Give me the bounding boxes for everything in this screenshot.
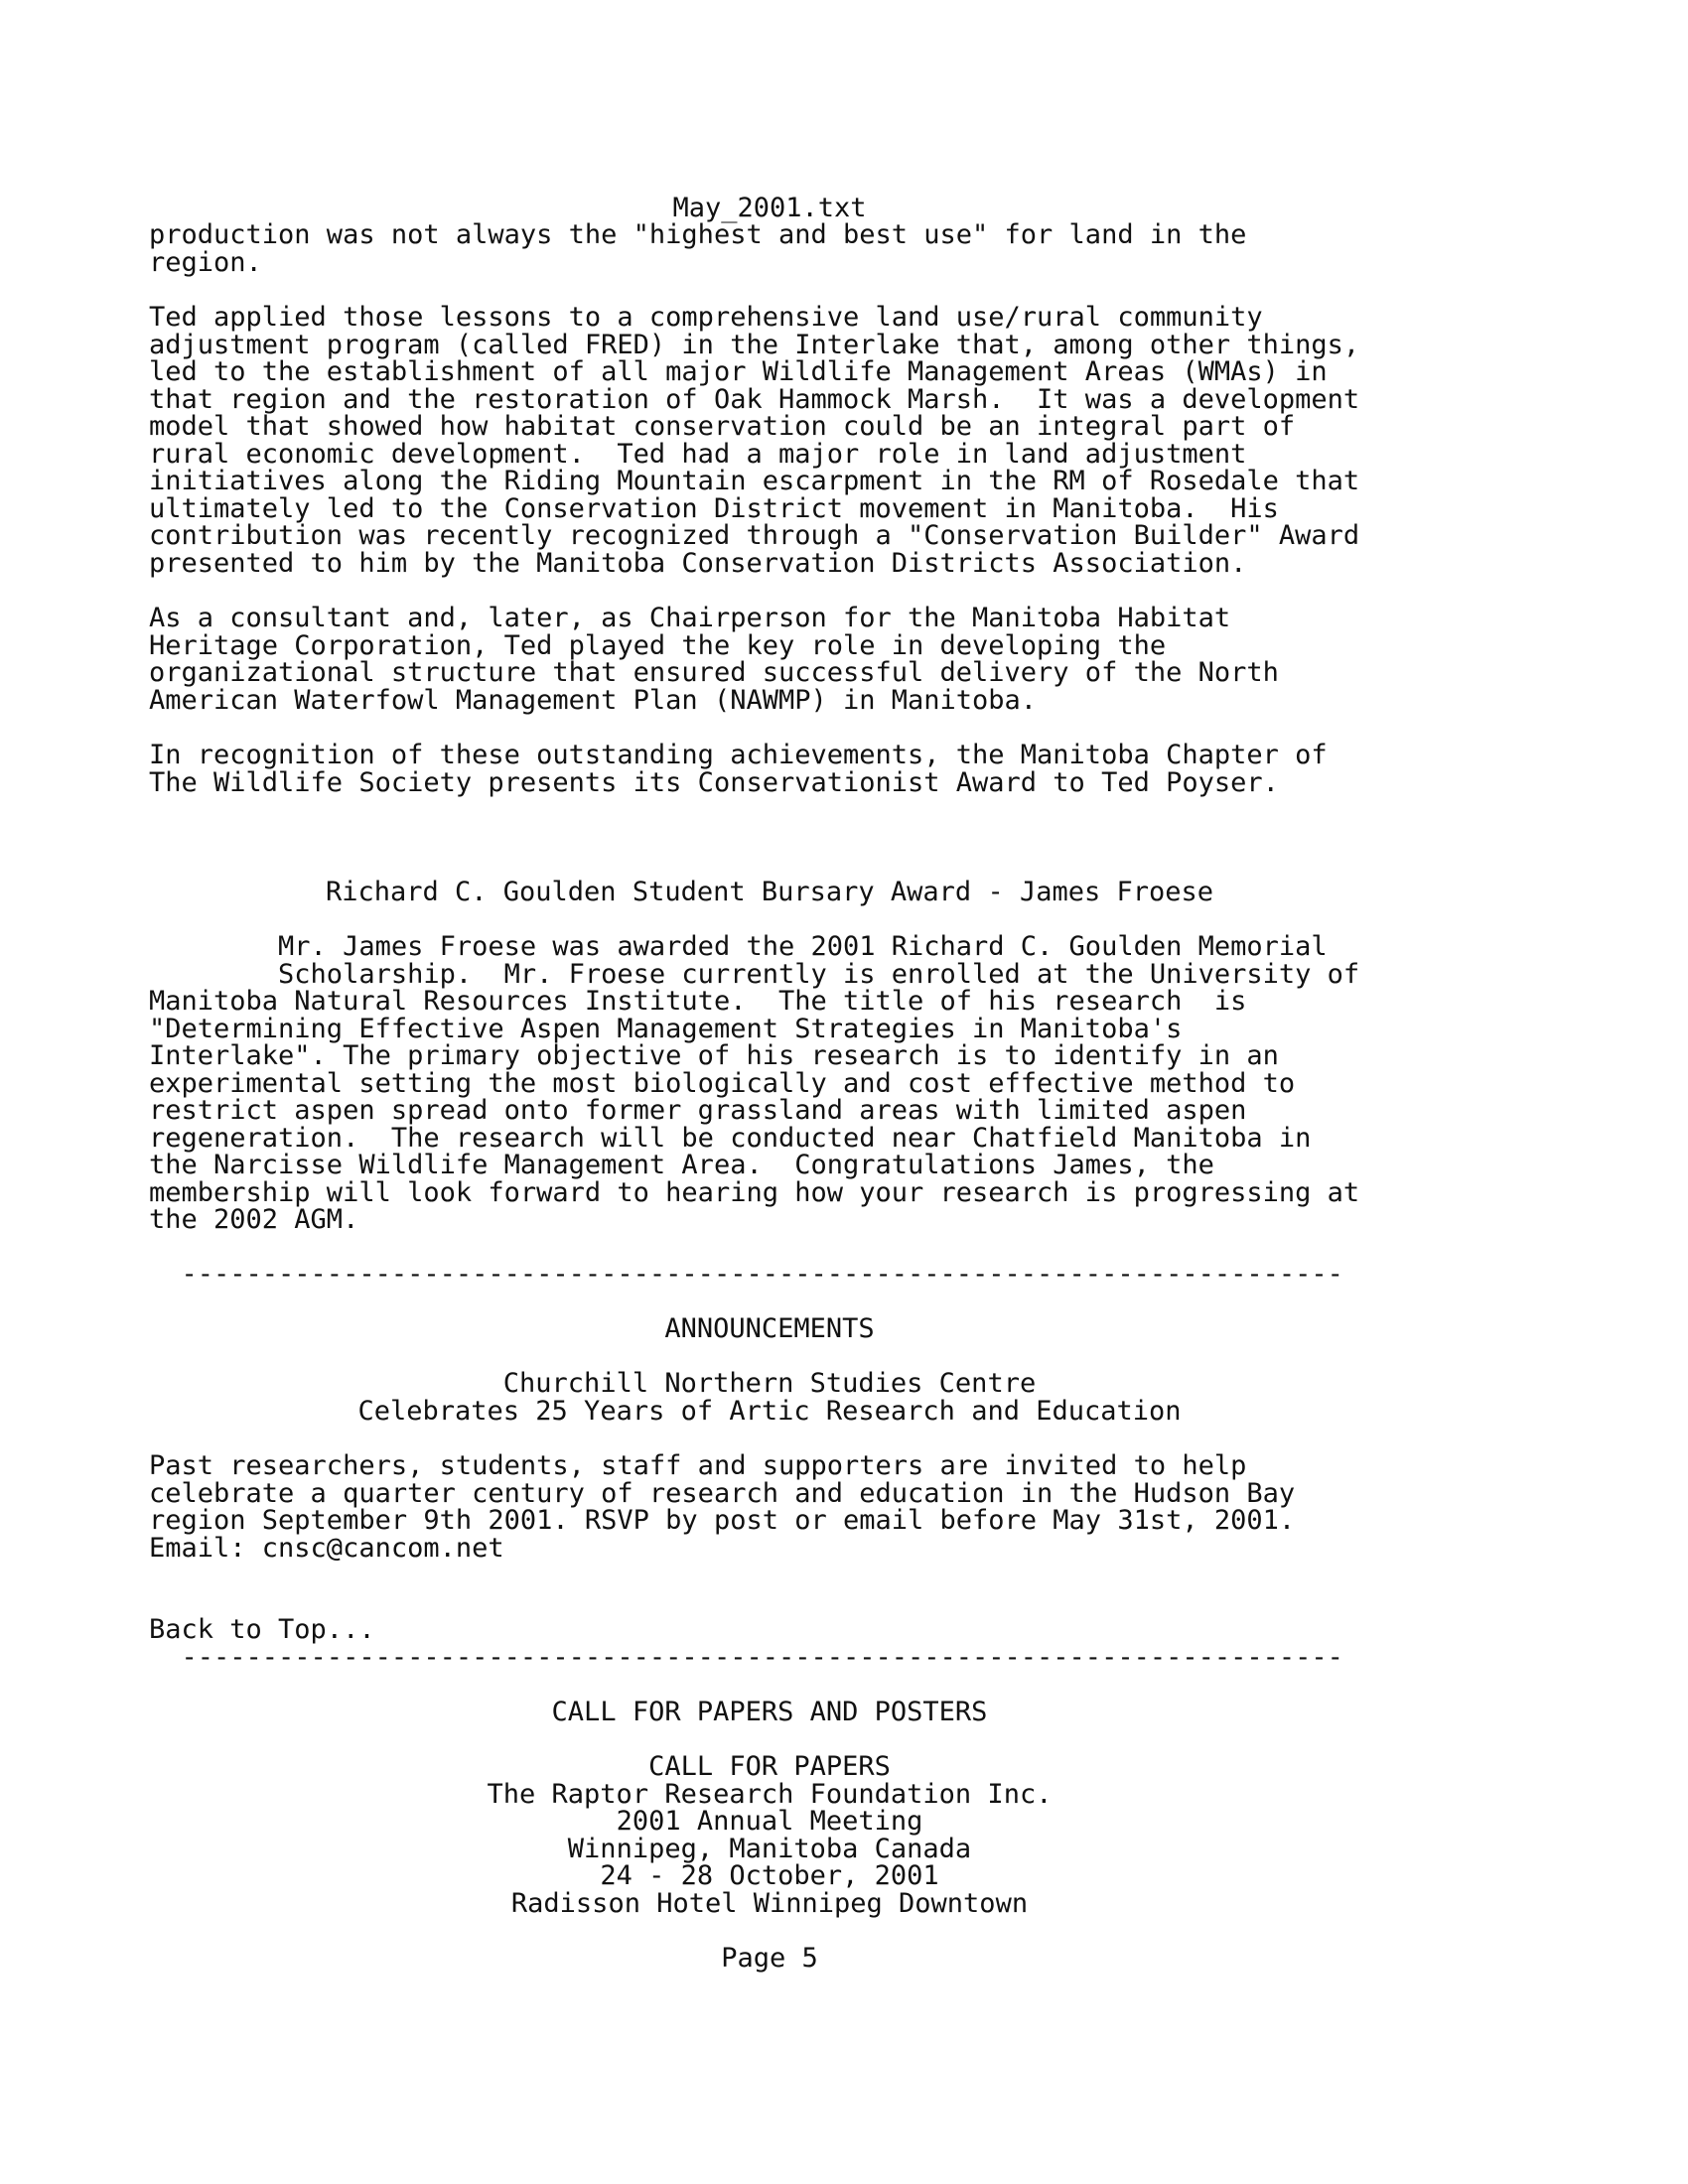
text-line: Past researchers, students, staff and supporters are invited to help <box>149 1450 1247 1481</box>
text-line: Ted applied those lessons to a comprehensive land use/rural community <box>149 302 1263 333</box>
text-line: Interlake". The primary objective of his research is to identify in an <box>149 1040 1279 1071</box>
call-for-papers-line: Radisson Hotel Winnipeg Downtown <box>510 1888 1029 1919</box>
text-line: adjustment program (called FRED) in the Interlake that, among other things, <box>149 330 1360 360</box>
text-line: the 2002 AGM. <box>149 1204 359 1235</box>
call-for-papers-line: Winnipeg, Manitoba Canada <box>567 1834 972 1864</box>
text-line: As a consultant and, later, as Chairperson for the Manitoba Habitat <box>149 603 1231 633</box>
text-line: American Waterfowl Management Plan (NAWMP) in Manitoba. <box>149 685 1038 716</box>
divider-rule: ------------------------------------------------------------------------ <box>149 1259 1343 1290</box>
text-line: Scholarship. Mr. Froese currently is enrolled at the University of <box>149 959 1360 990</box>
text-line: region September 9th 2001. RSVP by post or email before May 31st, 2001. <box>149 1505 1296 1536</box>
call-for-papers-line: CALL FOR PAPERS <box>648 1751 891 1782</box>
text-line: Manitoba Natural Resources Institute. The title of his research is <box>149 986 1247 1017</box>
text-line: The Wildlife Society presents its Conservationist Award to Ted Poyser. <box>149 767 1279 798</box>
call-for-papers-line: 2001 Annual Meeting <box>616 1806 923 1837</box>
text-line: experimental setting the most biologically and cost effective method to <box>149 1068 1296 1099</box>
text-line: Mr. James Froese was awarded the 2001 Richard C. Goulden Memorial <box>149 931 1328 962</box>
text-line: led to the establishment of all major Wildlife Management Areas (WMAs) in <box>149 356 1328 387</box>
announcement-title: Churchill Northern Studies Centre <box>502 1368 1037 1399</box>
page-number: Page 5 <box>721 1943 818 1974</box>
text-line: "Determining Effective Aspen Management Strategies in Manitoba's <box>149 1014 1183 1044</box>
text-line: Email: cnsc@cancom.net <box>149 1533 504 1564</box>
text-line: In recognition of these outstanding achievements, the Manitoba Chapter of <box>149 740 1328 770</box>
text-line: restrict aspen spread onto former grassland areas with limited aspen <box>149 1095 1247 1126</box>
bursary-heading: Richard C. Goulden Student Bursary Award - James Froese <box>325 877 1214 907</box>
text-line: model that showed how habitat conservation could be an integral part of <box>149 411 1296 442</box>
text-line: the Narcisse Wildlife Management Area. Congratulations James, the <box>149 1150 1214 1180</box>
text-line: production was not always the "highest and best use" for land in the <box>149 219 1247 250</box>
text-line: regeneration. The research will be conducted near Chatfield Manitoba in <box>149 1123 1312 1154</box>
text-line: celebrate a quarter century of research and education in the Hudson Bay <box>149 1478 1296 1509</box>
text-line: initiatives along the Riding Mountain escarpment in the RM of Rosedale that <box>149 466 1360 496</box>
text-line: contribution was recently recognized through a "Conservation Builder" Award <box>149 520 1360 551</box>
call-for-papers-heading: CALL FOR PAPERS AND POSTERS <box>551 1697 988 1727</box>
divider-rule: ------------------------------------------------------------------------ <box>149 1642 1343 1673</box>
text-line: ultimately led to the Conservation District movement in Manitoba. His <box>149 493 1279 524</box>
announcements-heading: ANNOUNCEMENTS <box>664 1313 875 1344</box>
back-to-top-link[interactable]: Back to Top... <box>149 1614 375 1645</box>
text-line: presented to him by the Manitoba Conservation Districts Association. <box>149 548 1247 579</box>
file-title: May_2001.txt <box>672 193 867 223</box>
text-line: region. <box>149 247 262 278</box>
call-for-papers-line: 24 - 28 October, 2001 <box>600 1860 939 1891</box>
announcement-title: Celebrates 25 Years of Artic Research and Education <box>357 1396 1182 1427</box>
text-line: rural economic development. Ted had a major role in land adjustment <box>149 439 1247 470</box>
text-line: Heritage Corporation, Ted played the key role in developing the <box>149 630 1167 661</box>
text-line: membership will look forward to hearing how your research is progressing at <box>149 1177 1360 1208</box>
text-line: that region and the restoration of Oak Hammock Marsh. It was a development <box>149 384 1360 415</box>
call-for-papers-line: The Raptor Research Foundation Inc. <box>487 1779 1053 1810</box>
text-line: organizational structure that ensured successful delivery of the North <box>149 657 1279 688</box>
